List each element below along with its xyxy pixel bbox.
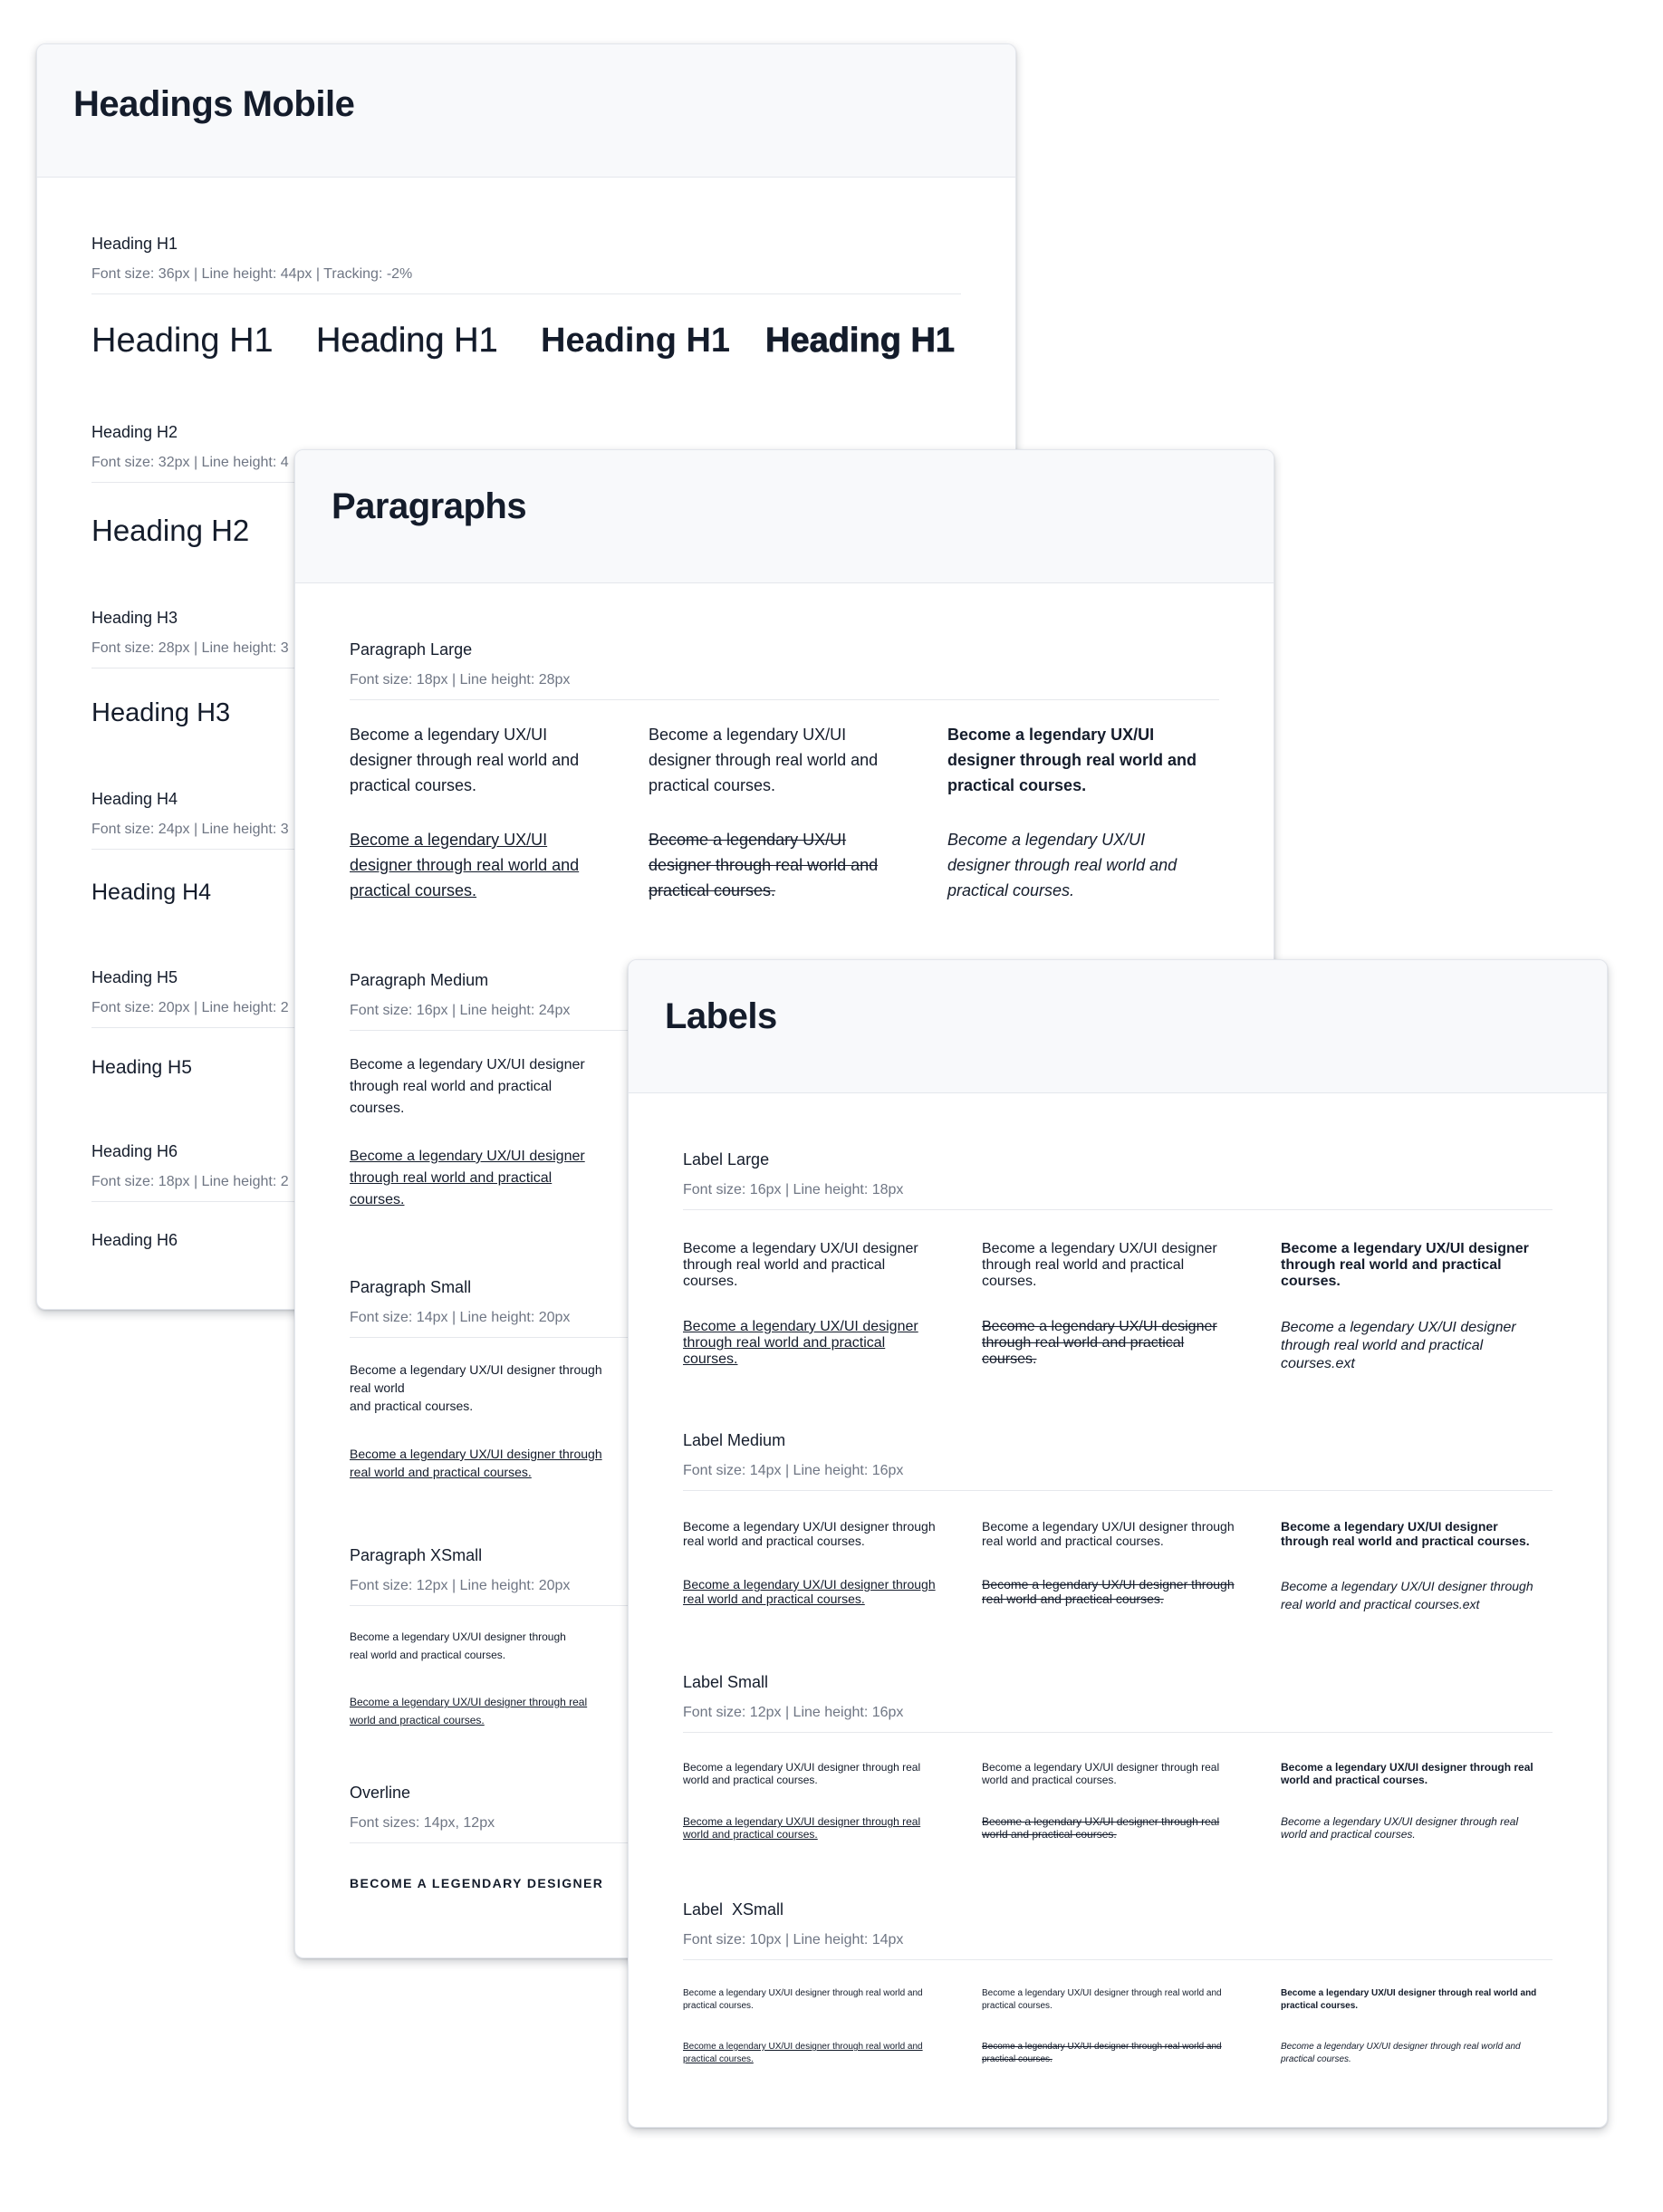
section-meta: Font size: 36px | Line height: 44px | Tracking: -2%	[91, 266, 413, 282]
section-meta: Font size: 28px | Line height: 3	[91, 640, 289, 656]
section-name: Heading H4	[91, 790, 178, 808]
divider	[683, 1959, 1552, 1960]
label-xsmall-section	[683, 1900, 1552, 1960]
heading-h1-regular: Heading H1	[91, 322, 274, 360]
section-name: Paragraph Small	[350, 1278, 472, 1296]
label-small-underline: Become a legendary UX/UI designer through real world and practical courses.	[683, 1815, 921, 1841]
label-medium-underline: Become a legendary UX/UI designer through real world and practical courses.	[683, 1577, 936, 1606]
heading-h1-semibold: Heading H1	[541, 322, 731, 360]
label-small-strikethrough: Become a legendary UX/UI designer through real world and practical courses.	[982, 1815, 1220, 1841]
paragraph-large-underline: Become a legendary UX/UI designer through real world and practical courses.	[350, 831, 580, 899]
label-medium-bold: Become a legendary UX/UI designer through real world and practical courses.	[1281, 1519, 1530, 1548]
labels-card	[628, 959, 1608, 2128]
paragraph-large-section	[350, 640, 1219, 700]
heading-h5-sample: Heading H5	[91, 1057, 192, 1078]
label-medium-strikethrough: Become a legendary UX/UI designer through real world and practical courses.	[982, 1577, 1235, 1606]
section-meta: Font size: 18px | Line height: 2	[91, 1174, 289, 1189]
section-meta: Font size: 16px | Line height: 18px	[683, 1182, 904, 1197]
section-name: Paragraph Large	[350, 640, 473, 659]
label-medium-italic: Become a legendary UX/UI designer through real world and practical courses.ext	[1281, 1579, 1533, 1611]
paragraph-large-bold: Become a legendary UX/UI designer through real world and practical courses.	[947, 726, 1197, 794]
section-name: Heading H6	[91, 1142, 178, 1160]
heading-h2-sample: Heading H2	[91, 514, 250, 547]
section-name: Heading H2	[91, 423, 178, 441]
paragraph-medium-underline: Become a legendary UX/UI designer through real world and practical courses.	[350, 1149, 585, 1207]
labels-card-header	[629, 960, 1607, 1093]
divider	[683, 1732, 1552, 1733]
divider	[683, 1209, 1552, 1210]
section-meta: Font sizes: 14px, 12px	[350, 1815, 495, 1831]
label-xsmall-regular: Become a legendary UX/UI designer through real world and practical courses.	[683, 1988, 923, 2011]
paragraph-large-strikethrough: Become a legendary UX/UI designer through real world and practical courses.	[649, 831, 879, 899]
paragraph-large-italic: Become a legendary UX/UI designer through real world and practical courses.	[947, 831, 1178, 899]
label-large-underline: Become a legendary UX/UI designer through real world and practical courses.	[683, 1319, 918, 1367]
label-small-section	[683, 1673, 1552, 1733]
section-name: Heading H3	[91, 609, 178, 627]
section-meta: Font size: 12px | Line height: 20px	[350, 1578, 571, 1593]
paragraph-small-underline: Become a legendary UX/UI designer through real world and practical courses.	[350, 1447, 602, 1479]
section-meta: Font size: 12px | Line height: 16px	[683, 1705, 904, 1720]
label-small-italic: Become a legendary UX/UI designer through real world and practical courses.	[1281, 1815, 1519, 1841]
label-small-regular: Become a legendary UX/UI designer through real world and practical courses.	[683, 1761, 921, 1786]
heading-h1-section	[91, 235, 961, 294]
section-meta: Font size: 10px | Line height: 14px	[683, 1932, 904, 1948]
section-meta: Font size: 24px | Line height: 3	[91, 822, 289, 837]
section-name: Heading H1	[91, 235, 178, 253]
label-large-medium: Become a legendary UX/UI designer through real world and practical courses.	[982, 1241, 1217, 1289]
paragraph-small-regular: Become a legendary UX/UI designer through real world and practical courses.	[350, 1362, 602, 1413]
paragraph-medium-regular: Become a legendary UX/UI designer through real world and practical courses.	[350, 1057, 585, 1116]
section-meta: Font size: 16px | Line height: 24px	[350, 1003, 571, 1018]
label-large-bold: Become a legendary UX/UI designer through real world and practical courses.	[1281, 1241, 1529, 1289]
label-xsmall-underline: Become a legendary UX/UI designer through real world and practical courses.	[683, 2042, 923, 2064]
section-name: Overline	[350, 1784, 411, 1802]
label-small-medium: Become a legendary UX/UI designer through real world and practical courses.	[982, 1761, 1220, 1786]
labels-card-title: Labels	[665, 996, 777, 1036]
heading-h3-sample: Heading H3	[91, 698, 231, 727]
label-xsmall-bold: Become a legendary UX/UI designer through real world and practical courses.	[1281, 1988, 1537, 2011]
headings-card-header	[37, 44, 1015, 178]
label-large-italic: Become a legendary UX/UI designer through real world and practical courses.ext	[1281, 1320, 1516, 1371]
section-name: Label XSmall	[683, 1900, 784, 1919]
section-name: Label Medium	[683, 1431, 786, 1449]
paragraph-xsmall-underline: Become a legendary UX/UI designer through real world and practical courses.	[350, 1696, 588, 1726]
divider	[683, 1490, 1552, 1491]
section-name: Paragraph Medium	[350, 971, 489, 989]
heading-h1-bold: Heading H1	[765, 322, 956, 360]
section-meta: Font size: 14px | Line height: 20px	[350, 1310, 571, 1325]
label-xsmall-medium: Become a legendary UX/UI designer through real world and practical courses.	[982, 1988, 1222, 2011]
paragraph-xsmall-regular: Become a legendary UX/UI designer through real world and practical courses.	[350, 1630, 566, 1661]
section-name: Label Large	[683, 1150, 770, 1169]
section-meta: Font size: 14px | Line height: 16px	[683, 1463, 904, 1478]
headings-card-title: Headings Mobile	[73, 84, 355, 124]
label-medium-medium: Become a legendary UX/UI designer through real world and practical courses.	[982, 1519, 1235, 1548]
label-small-bold: Become a legendary UX/UI designer through real world and practical courses.	[1281, 1761, 1533, 1786]
heading-h6-sample: Heading H6	[91, 1231, 178, 1249]
divider	[91, 293, 961, 294]
paragraph-large-medium: Become a legendary UX/UI designer through real world and practical courses.	[649, 726, 879, 794]
section-name: Heading H5	[91, 968, 178, 986]
section-meta: Font size: 32px | Line height: 4	[91, 455, 289, 470]
section-meta: Font size: 20px | Line height: 2	[91, 1000, 289, 1015]
label-large-regular: Become a legendary UX/UI designer through real world and practical courses.	[683, 1241, 918, 1289]
divider	[350, 699, 1219, 700]
label-medium-regular: Become a legendary UX/UI designer through real world and practical courses.	[683, 1519, 936, 1548]
label-large-section	[683, 1150, 1552, 1210]
overline-sample: BECOME A LEGENDARY DESIGNER	[350, 1876, 604, 1890]
heading-h1-medium: Heading H1	[316, 322, 498, 360]
heading-h4-sample: Heading H4	[91, 880, 212, 905]
label-xsmall-italic: Become a legendary UX/UI designer through real world and practical courses.	[1281, 2042, 1521, 2064]
section-name: Paragraph XSmall	[350, 1546, 483, 1564]
paragraph-large-regular: Become a legendary UX/UI designer through real world and practical courses.	[350, 726, 580, 794]
paragraphs-card-header	[295, 450, 1274, 583]
paragraphs-card-title: Paragraphs	[332, 486, 527, 526]
label-large-strikethrough: Become a legendary UX/UI designer through real world and practical courses.	[982, 1319, 1217, 1367]
label-xsmall-strikethrough: Become a legendary UX/UI designer through real world and practical courses.	[982, 2042, 1222, 2064]
label-medium-section	[683, 1431, 1552, 1491]
section-meta: Font size: 18px | Line height: 28px	[350, 672, 571, 688]
section-name: Label Small	[683, 1673, 769, 1691]
